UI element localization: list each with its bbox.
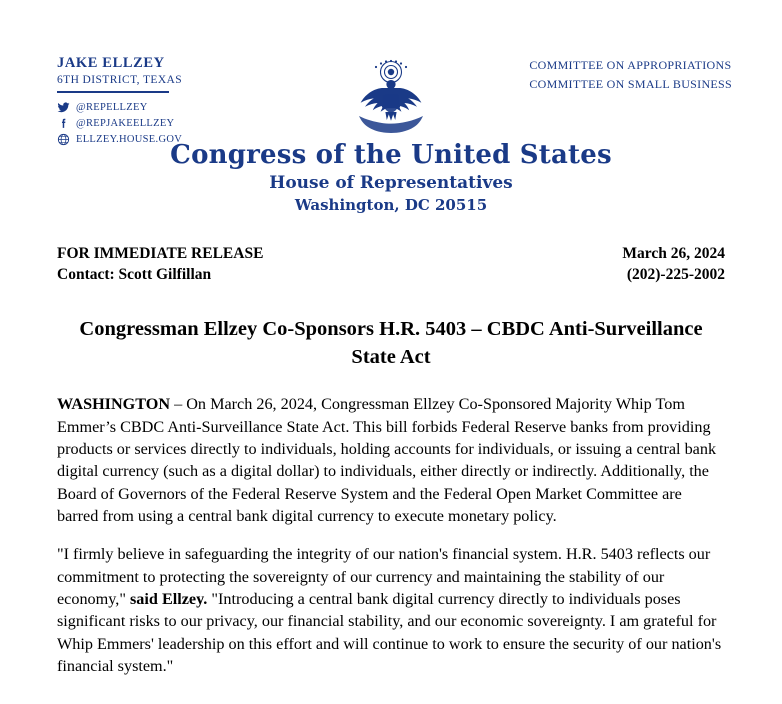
congress-title: Congress of the United States	[170, 140, 612, 170]
member-name: JAKE ELLZEY	[57, 55, 165, 71]
page-title: Congressman Ellzey Co-Sponsors H.R. 5403 – CBDC Anti-Surveillance State Act	[79, 317, 703, 368]
immediate-release-label: FOR IMMEDIATE RELEASE	[57, 245, 264, 262]
dateline: WASHINGTON	[57, 395, 171, 414]
quote-part-2: "Introducing a central bank digital currency directly to individuals poses significant risks to our privacy, our financial stability, and our economic sovereignty. I am grateful for Whip Emmers' leadership on this effort and will continue to work to ensure the security of our nation's financial system."	[57, 590, 722, 676]
chamber-name: House of Representatives	[269, 173, 513, 194]
office-location: Washington, DC 20515	[294, 196, 488, 215]
release-meta	[57, 244, 725, 286]
social-twitter-handle: @REPELLZEY	[76, 101, 148, 113]
member-district: 6TH DISTRICT, TEXAS	[57, 74, 183, 86]
quote-attribution: said Ellzey.	[130, 590, 208, 609]
contact-phone: (202)-225-2002	[626, 265, 725, 283]
committee-item-small-business: COMMITTEE ON SMALL BUSINESS	[529, 77, 732, 91]
letterhead	[0, 0, 782, 230]
social-facebook-handle: @REPJAKEELLZEY	[76, 117, 175, 129]
quote-part-1: "I firmly believe in safeguarding the integrity of our nation's financial system. H.R. 5403 reflects our commitment to protecting the sovereignty of our currency and maintaining the stability of our economy,"	[57, 545, 711, 609]
committee-item-appropriations: COMMITTEE ON APPROPRIATIONS	[529, 58, 732, 72]
release-date: March 26, 2024	[622, 245, 725, 262]
body-paragraph-1	[57, 393, 725, 527]
press-contact: Contact: Scott Gilfillan	[57, 265, 212, 283]
body-paragraph-2	[57, 543, 725, 677]
body-paragraph-1-text: – On March 26, 2024, Congressman Ellzey Co-Sponsored Majority Whip Tom Emmer’s CBDC Anti-Surveillance State Act. This bill forbids Federal Reserve banks from providing products or services directly to individuals, holding accounts for individuals, or issuing a central bank digital currency (such as a digital dollar) to individuals, either directly or indirectly. Additionally, the Board of Governors of the Federal Reserve System and the Federal Open Market Committee are barred from using a central bank digital currency to execute monetary policy.	[57, 395, 717, 525]
us-house-seal-icon	[345, 58, 437, 138]
release-body	[57, 393, 725, 677]
committee-list	[529, 58, 732, 96]
website-url: ELLZEY.HOUSE.GOV	[76, 133, 183, 145]
